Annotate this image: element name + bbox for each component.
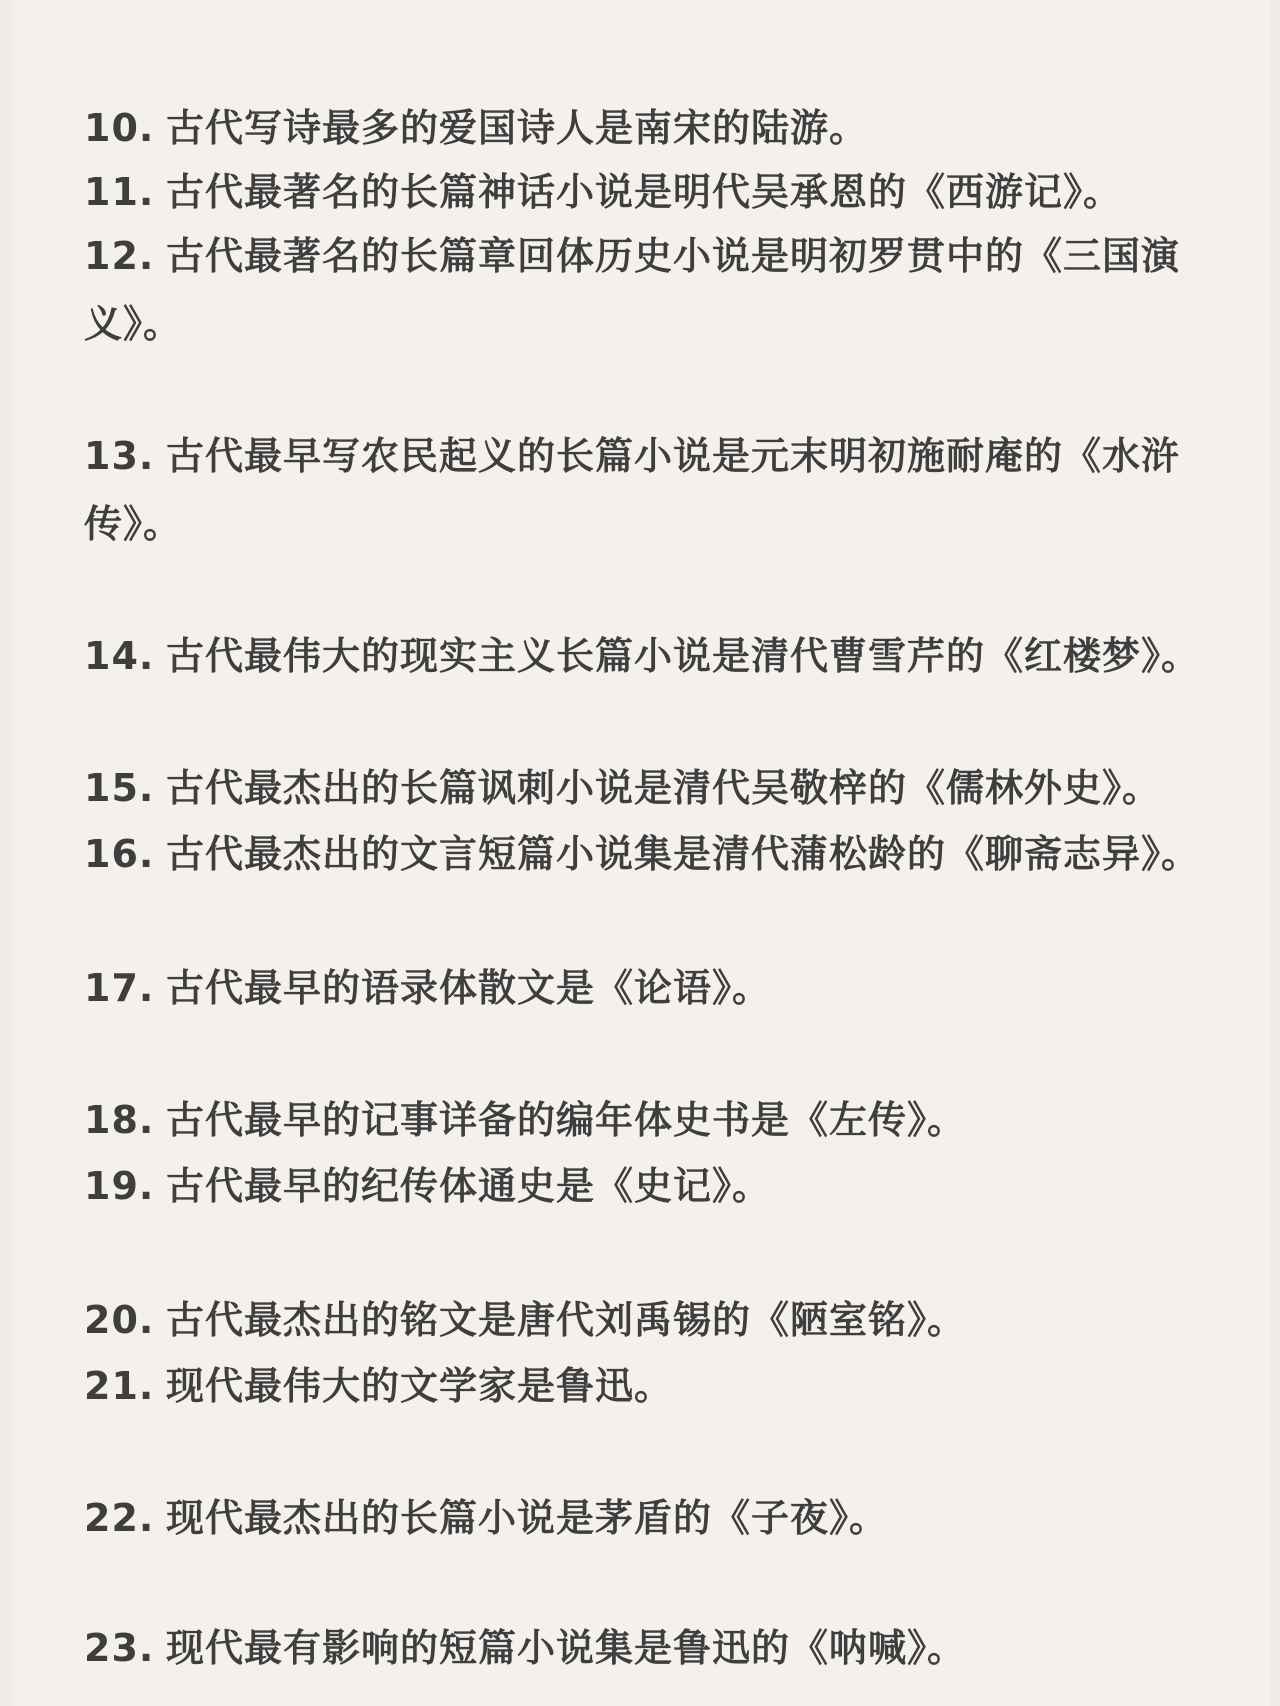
item-text: 现代最伟大的文学家是鲁迅。 bbox=[166, 1364, 674, 1408]
item-text-continuation: 传》。 bbox=[84, 502, 183, 546]
item-text: 古代写诗最多的爱国诗人是南宋的陆游。 bbox=[166, 106, 869, 150]
item-number: 12. bbox=[84, 234, 155, 278]
list-item bbox=[84, 1086, 1254, 1154]
item-text: 现代最有影响的短篇小说集是鲁迅的《呐喊》。 bbox=[166, 1626, 967, 1670]
list-item bbox=[84, 422, 1254, 490]
list-item bbox=[84, 158, 1254, 226]
item-text: 古代最著名的长篇神话小说是明代吴承恩的《西游记》。 bbox=[166, 170, 1123, 214]
item-number: 18. bbox=[84, 1098, 155, 1142]
list-item bbox=[84, 94, 1254, 162]
list-item-continuation bbox=[84, 490, 1254, 558]
item-number: 23. bbox=[84, 1626, 155, 1670]
list-item bbox=[84, 754, 1254, 822]
item-number: 16. bbox=[84, 832, 155, 876]
list-item bbox=[84, 622, 1254, 690]
item-text: 古代最早的语录体散文是《论语》。 bbox=[166, 966, 772, 1010]
item-number: 10. bbox=[84, 106, 155, 150]
list-item bbox=[84, 222, 1254, 290]
item-text: 古代最早写农民起义的长篇小说是元末明初施耐庵的《水浒 bbox=[166, 434, 1181, 478]
item-number: 19. bbox=[84, 1164, 155, 1208]
item-number: 14. bbox=[84, 634, 155, 678]
item-text: 古代最著名的长篇章回体历史小说是明初罗贯中的《三国演 bbox=[166, 234, 1181, 278]
item-text: 古代最伟大的现实主义长篇小说是清代曹雪芹的《红楼梦》。 bbox=[166, 634, 1201, 678]
item-text-continuation: 义》。 bbox=[84, 302, 183, 346]
item-number: 15. bbox=[84, 766, 155, 810]
item-number: 21. bbox=[84, 1364, 155, 1408]
list-item bbox=[84, 954, 1254, 1022]
item-text: 古代最早的纪传体通史是《史记》。 bbox=[166, 1164, 772, 1208]
list-item bbox=[84, 1484, 1254, 1552]
list-item-continuation bbox=[84, 290, 1254, 358]
item-text: 古代最杰出的长篇讽刺小说是清代吴敬梓的《儒林外史》。 bbox=[166, 766, 1162, 810]
item-text: 古代最杰出的文言短篇小说集是清代蒲松龄的《聊斋志异》。 bbox=[166, 832, 1201, 876]
item-text: 古代最早的记事详备的编年体史书是《左传》。 bbox=[166, 1098, 967, 1142]
item-number: 22. bbox=[84, 1496, 155, 1540]
item-text: 古代最杰出的铭文是唐代刘禹锡的《陋室铭》。 bbox=[166, 1298, 967, 1342]
list-item bbox=[84, 1352, 1254, 1420]
item-text: 现代最杰出的长篇小说是茅盾的《子夜》。 bbox=[166, 1496, 889, 1540]
document-sheet bbox=[12, 0, 1270, 1706]
item-number: 20. bbox=[84, 1298, 155, 1342]
list-item bbox=[84, 1286, 1254, 1354]
list-item bbox=[84, 820, 1254, 888]
item-number: 13. bbox=[84, 434, 155, 478]
item-number: 17. bbox=[84, 966, 155, 1010]
item-number: 11. bbox=[84, 170, 155, 214]
list-item bbox=[84, 1614, 1254, 1682]
list-item bbox=[84, 1152, 1254, 1220]
